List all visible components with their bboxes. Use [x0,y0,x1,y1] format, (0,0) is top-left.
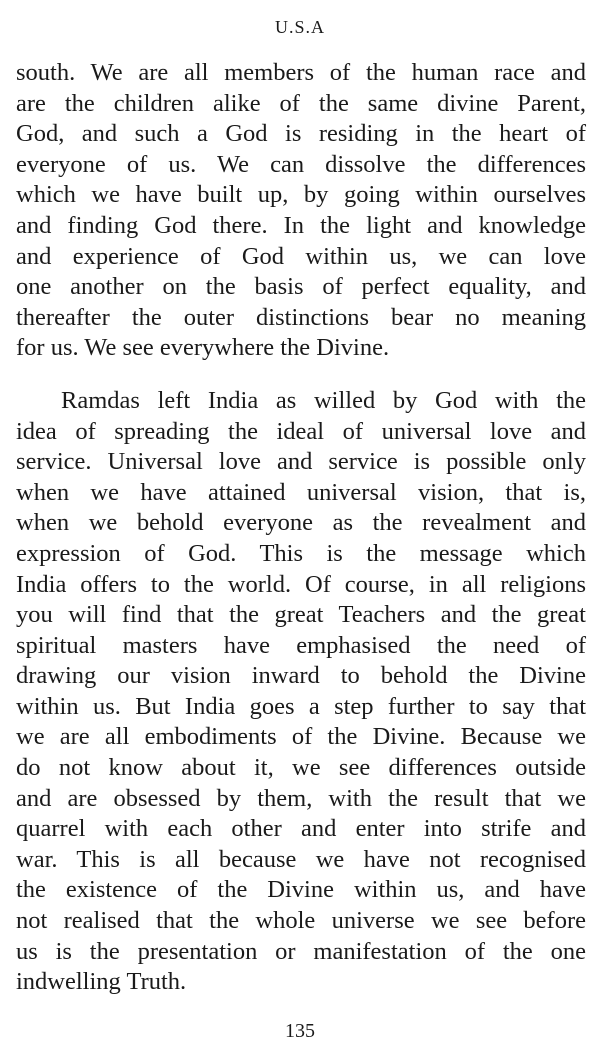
text-line: when we behold everyone as the revealment and [16,509,586,537]
text-line: idea of spreading the ideal of universal love and [16,417,586,445]
text-line: and experience of God within us, we can love [16,242,586,270]
text-line: quarrel with each other and enter into strife and [16,815,586,843]
text-line: we are all embodiments of the Divine. Because we [16,723,586,751]
paragraph-1 [16,58,586,364]
text-line: India offers to the world. Of course, in all religions [16,570,586,598]
text-line: us is the presentation or manifestation of the one [16,937,586,965]
paragraph-gap [16,364,586,386]
text-line: Ramdas left India as willed by God with the [61,386,586,414]
text-line: expression of God. This is the message which [16,539,586,567]
paragraph-2 [16,386,586,998]
text-line: one another on the basis of perfect equality, and [16,273,586,301]
text-line: which we have built up, by going within ourselves [16,181,586,209]
text-line: thereafter the outer distinctions bear no meaning [16,303,586,331]
text-line: do not know about it, we see differences outside [16,754,586,782]
text-line: everyone of us. We can dissolve the differences [16,150,586,178]
text-line: indwelling Truth. [16,968,187,996]
text-line: God, and such a God is residing in the heart of [16,120,586,148]
text-line: for us. We see everywhere the Divine. [16,334,390,362]
text-line: south. We are all members of the human race and [16,59,586,86]
text-line: when we have attained universal vision, that is, [16,478,586,506]
text-line: drawing our vision inward to behold the Divine [16,662,586,690]
text-line: service. Universal love and service is possible only [16,448,586,476]
running-head: U.S.A [274,17,325,37]
text-line: war. This is all because we have not recognised [16,845,586,873]
text-line: are the children alike of the same divine Parent, [16,89,586,117]
text-line: you will find that the great Teachers and the great [16,601,586,629]
body-text [16,58,586,998]
text-line: within us. But India goes a step further to say that [16,692,586,720]
text-line: and finding God there. In the light and knowledge [16,211,586,239]
text-line: not realised that the whole universe we see before [16,907,586,935]
text-line: the existence of the Divine within us, and have [16,876,586,904]
text-line: and are obsessed by them, with the result that we [16,784,586,812]
page-number: 135 [285,1020,315,1042]
text-line: spiritual masters have emphasised the need of [16,631,586,659]
